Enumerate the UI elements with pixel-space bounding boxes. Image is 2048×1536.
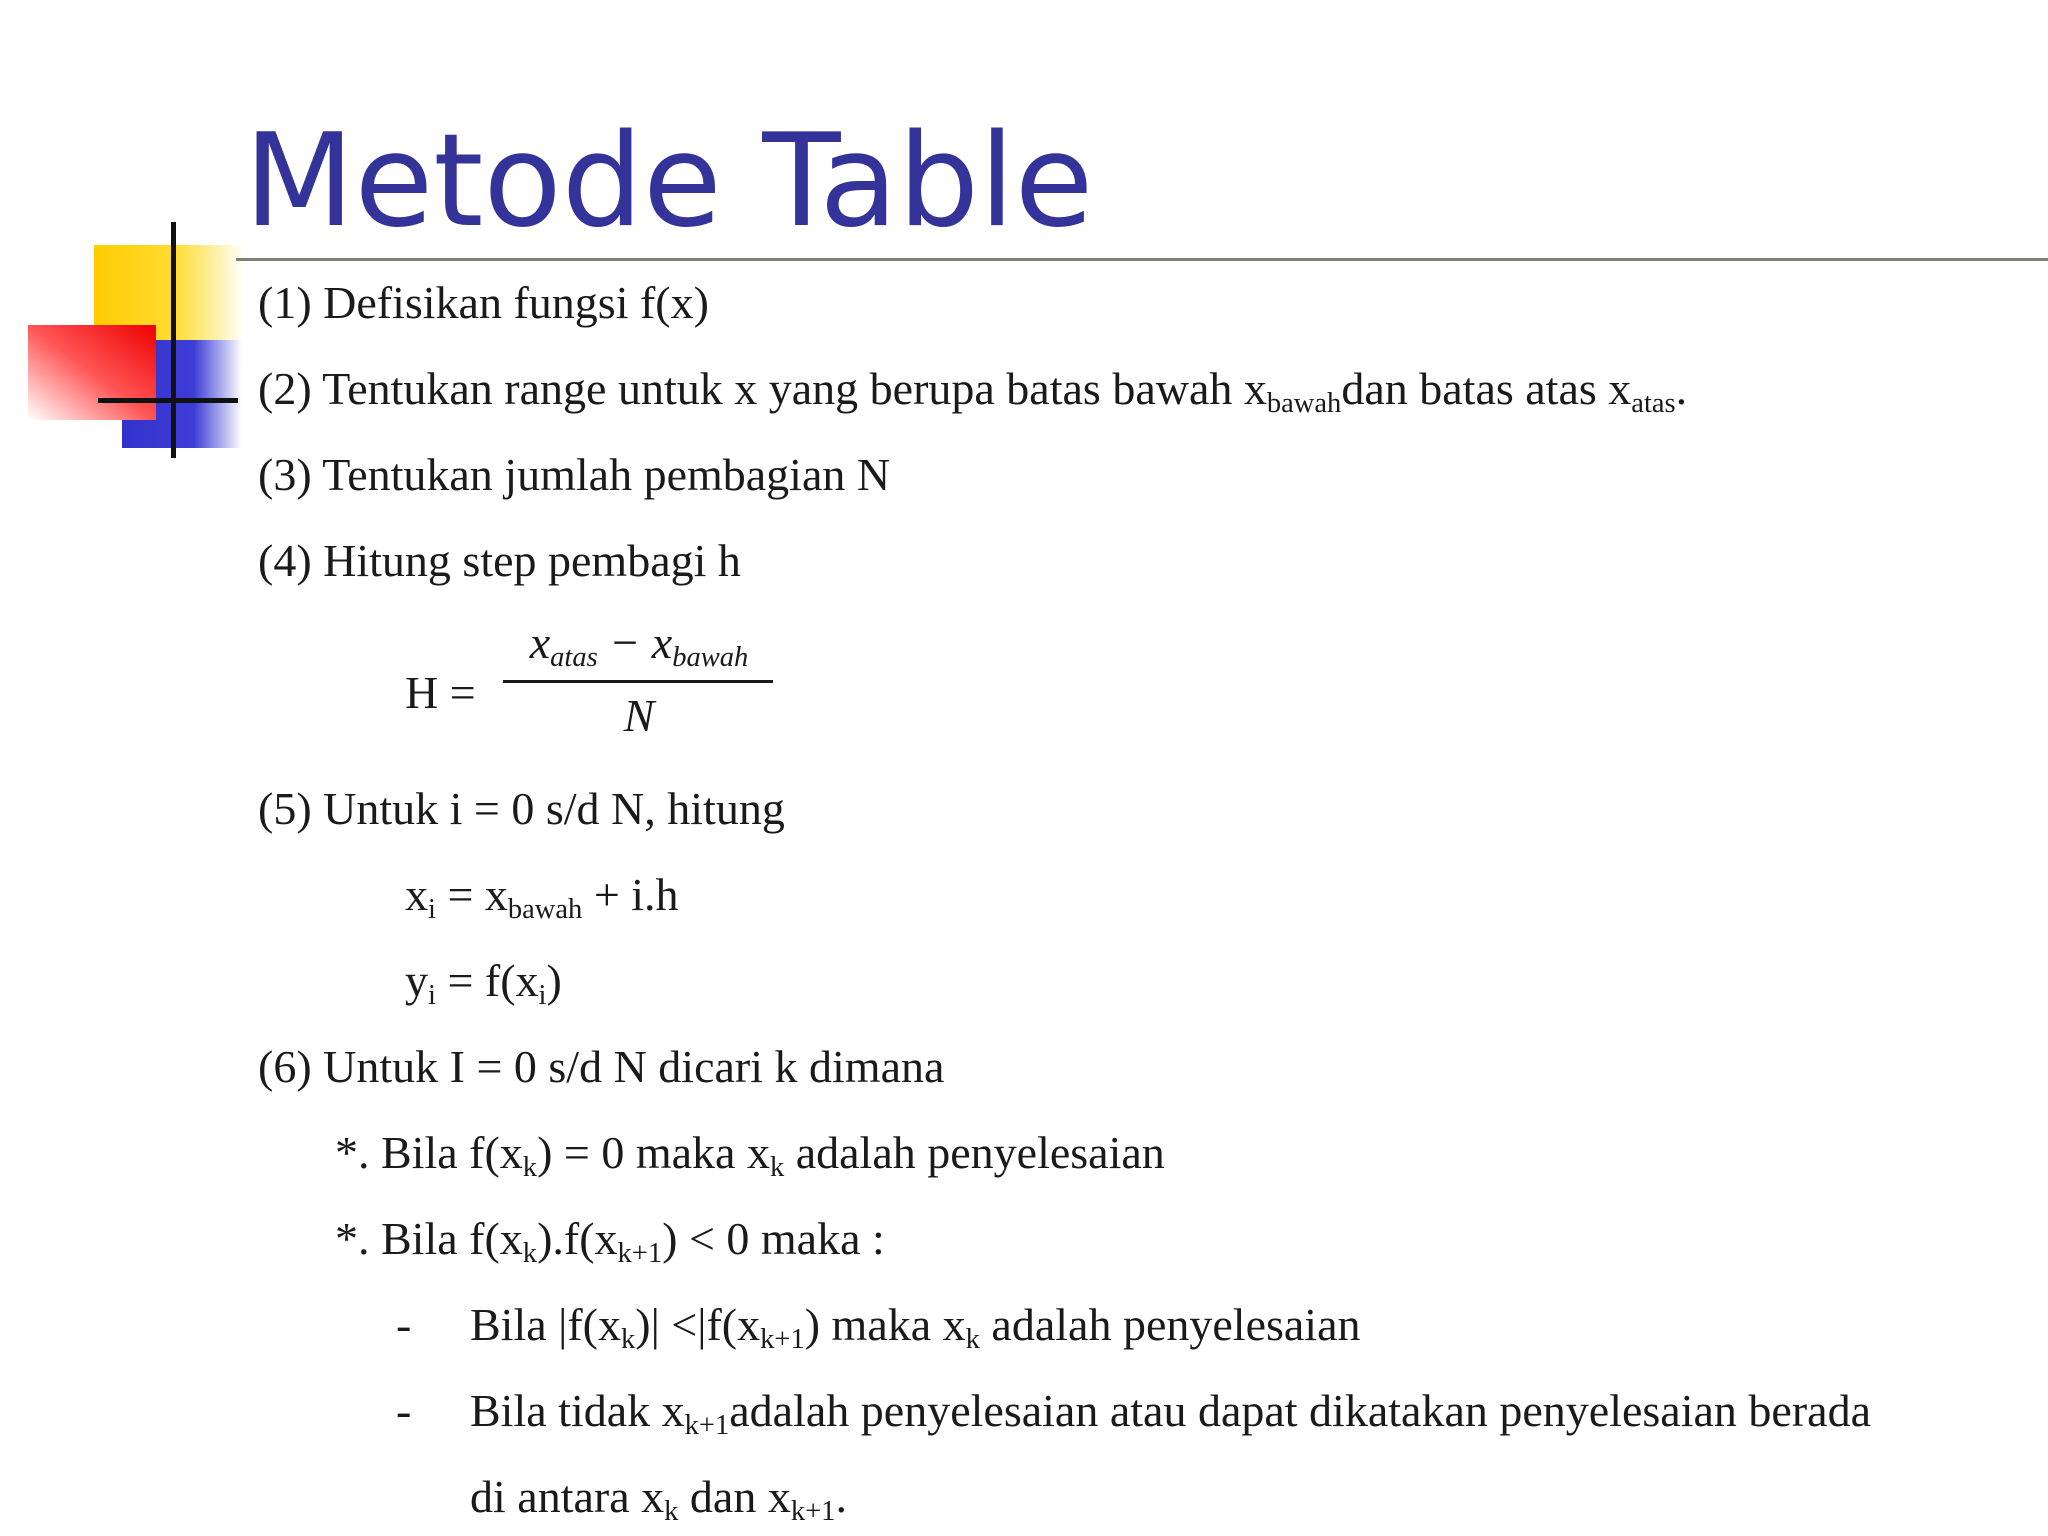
cross-vertical [171,222,176,458]
step-5: (5) Untuk i = 0 s/d N, hitung [258,783,785,834]
title-divider [236,258,2048,261]
step-1: (1) Defisikan fungsi f(x) [258,277,709,328]
dash-marker-1: - [396,1299,412,1350]
formula-denominator: N [623,689,655,741]
formula-fraction [503,616,775,742]
sub-bullet-2: Bila tidak $x_{k+1}adalah$ penyelesaian atau dapat dikatakan penyelesaian berada [470,1385,1871,1441]
cross-horizontal [98,398,238,403]
sub-bullet-1: Bila $|f(x_k)| <|f(x_{k+1})$ maka $x_k$ adalah penyelesaian [470,1299,1361,1355]
step-6: (6) Untuk I = 0 s/d N dicari k dimana [258,1041,945,1092]
slide-title: Metode Table [244,107,1094,256]
calc-y: $y_i = f(x_i)$ [405,955,562,1011]
calc-x: $x_i = x_{bawah} + i.h$ [405,869,679,925]
formula-lhs: H = [405,667,476,718]
red-square [28,325,156,420]
bullet-1: *. Bila $f(x_k) = 0$ maka $x_k$ adalah penyelesaian [335,1127,1165,1183]
dash-marker-2: - [396,1385,412,1436]
step-2: (2) Tentukan range untuk x yang berupa batas bawah $x_{bawah}dan$ batas atas $x_{atas}$. [258,363,1688,419]
formula-numerator: $x_{atas} - x_{bawah}$ [529,617,749,673]
fraction-bar [503,680,773,683]
step-4: (4) Hitung step pembagi h [258,535,741,586]
step-3: (3) Tentukan jumlah pembagian N [258,449,891,500]
bullet-2: *. Bila $f(x_k).f(x_{k+1}) < 0$ maka : [335,1213,885,1269]
sub-bullet-2-continued: di antara $x_k$ dan $x_{k+1}$. [470,1471,847,1527]
decorative-squares [0,0,250,470]
